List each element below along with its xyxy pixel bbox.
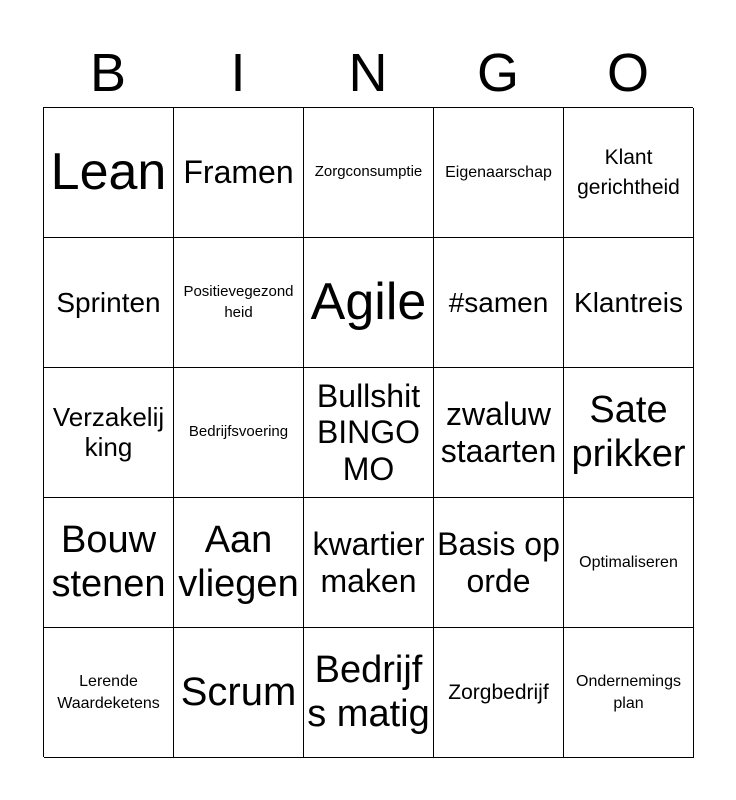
bingo-cell[interactable]: Eigenaarschap: [434, 108, 564, 238]
header-letter-i: I: [230, 43, 246, 103]
bingo-cell[interactable]: Bedrijfs matig: [304, 628, 434, 758]
header-letter-n: N: [348, 43, 388, 103]
bingo-cell[interactable]: Zorgconsumptie: [304, 108, 434, 238]
bingo-cell[interactable]: Optimaliseren: [564, 498, 694, 628]
bingo-header: [43, 38, 693, 108]
bingo-cell[interactable]: kwartier maken: [304, 498, 434, 628]
bingo-cell[interactable]: Lerende Waardeketens: [44, 628, 174, 758]
bingo-cell[interactable]: Scrum: [174, 628, 304, 758]
bingo-cell[interactable]: Sprinten: [44, 238, 174, 368]
bingo-cell[interactable]: Agile: [304, 238, 434, 368]
bingo-cell[interactable]: zwaluw staarten: [434, 368, 564, 498]
header-letter-o: O: [606, 43, 649, 103]
bingo-cell[interactable]: Basis op orde: [434, 498, 564, 628]
bingo-cell[interactable]: Verzakelij king: [44, 368, 174, 498]
bingo-cell[interactable]: Klantreis: [564, 238, 694, 368]
bingo-cell[interactable]: Bouw stenen: [44, 498, 174, 628]
bingo-cell[interactable]: Positievegezond heid: [174, 238, 304, 368]
bingo-cell[interactable]: Lean: [44, 108, 174, 238]
bingo-cell[interactable]: Bullshit BINGO MO: [304, 368, 434, 498]
bingo-cell[interactable]: Ondernemings plan: [564, 628, 694, 758]
bingo-cell[interactable]: Bedrijfsvoering: [174, 368, 304, 498]
bingo-cell[interactable]: Zorgbedrijf: [434, 628, 564, 758]
header-letter-b: B: [89, 43, 127, 103]
bingo-cell[interactable]: Aan vliegen: [174, 498, 304, 628]
bingo-board: [43, 107, 693, 757]
bingo-cell[interactable]: Sate prikker: [564, 368, 694, 498]
header-letter-g: G: [476, 43, 519, 103]
bingo-cell[interactable]: Framen: [174, 108, 304, 238]
bingo-cell[interactable]: #samen: [434, 238, 564, 368]
bingo-cell[interactable]: Klant gerichtheid: [564, 108, 694, 238]
